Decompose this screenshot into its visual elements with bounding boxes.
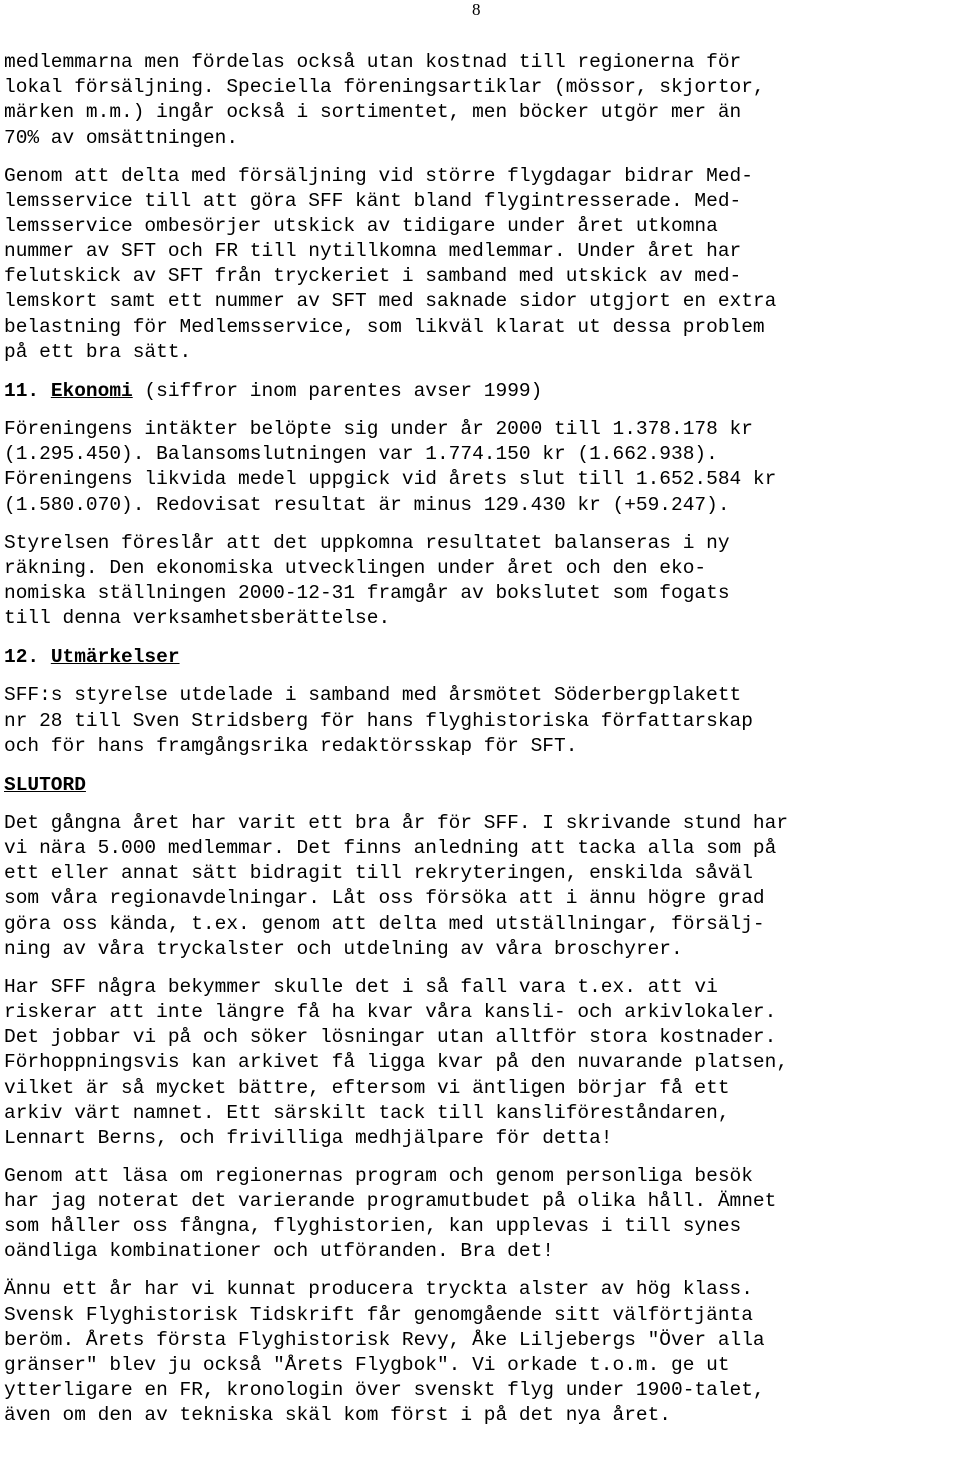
section-number: 11. (4, 380, 40, 403)
text-line: och för hans framgångsrika redaktörsskap för SFT. (4, 734, 578, 757)
text-line: även om den av tekniska skäl kom först i på det nya året. (4, 1404, 672, 1427)
text-line: vilket är så mycket bättre, eftersom vi äntligen börjar få ett (4, 1076, 730, 1099)
paragraph-service (4, 164, 960, 366)
text-line: ett eller annat sätt bidragit till rekryteringen, enskilda såväl (4, 862, 753, 885)
text-line: nomiska ställningen 2000-12-31 framgår av bokslutet som fogats (4, 581, 730, 604)
text-line: ytterligare en FR, kronologin över svenskt flyg under 1900-talet, (4, 1379, 765, 1402)
section-number: 12. (4, 646, 40, 669)
text-line: Genom att läsa om regionernas program och genom personliga besök (4, 1164, 753, 1187)
paragraph-slutord-3 (4, 1164, 960, 1265)
slutord-heading: SLUTORD (4, 773, 86, 796)
text-line: Föreningens intäkter belöpte sig under år 2000 till 1.378.178 kr (4, 418, 753, 441)
paragraph-slutord-4 (4, 1277, 960, 1428)
paragraph-slutord-1 (4, 811, 960, 962)
text-line: gränser" blev ju också "Årets Flygbok". Vi orkade t.o.m. ge ut (4, 1354, 730, 1376)
text-line: göra oss kända, t.ex. genom att delta med utställningar, försälj- (4, 912, 765, 935)
text-line: till denna verksamhetsberättelse. (4, 607, 391, 630)
text-line: som våra regionavdelningar. Låt oss försöka att i ännu högre grad (4, 887, 765, 910)
text-line: medlemmarna men fördelas också utan kostnad till regionerna för (4, 51, 742, 73)
text-line: Det jobbar vi på och söker lösningar utan alltför stora kostnader. (4, 1026, 777, 1049)
text-line: Styrelsen föreslår att det uppkomna resultatet balanseras i ny (4, 531, 730, 554)
text-line: oändliga kombinationer och utföranden. Bra det! (4, 1240, 554, 1263)
text-line: (1.580.070). Redovisat resultat är minus 129.430 kr (+59.247). (4, 493, 730, 516)
text-line: nummer av SFT och FR till nytillkomna medlemmar. Under året har (4, 240, 742, 263)
text-line: Har SFF några bekymmer skulle det i så fall vara t.ex. att vi (4, 975, 718, 998)
text-line: Det gångna året har varit ett bra år för SFF. I skrivande stund har (4, 811, 789, 834)
paragraph-economy (4, 417, 960, 518)
section-title: Ekonomi (50, 380, 133, 403)
text-line: som håller oss fångna, flyghistorien, kan upplevas i till synes (4, 1215, 742, 1238)
text-line: har jag noterat det varierande programutbudet på olika håll. Ämnet (4, 1190, 777, 1213)
paragraph-awards (4, 683, 960, 759)
text-line: nr 28 till Sven Stridsberg för hans flyghistoriska författarskap (4, 709, 753, 732)
page-number: 8 (472, 0, 481, 19)
text-line: felutskick av SFT från tryckeriet i samband med utskick av med- (4, 265, 742, 288)
text-line: Lennart Berns, och frivilliga medhjälpare för detta! (4, 1126, 613, 1149)
text-line: märken m.m.) ingår också i sortimentet, men böcker utgör mer än (4, 101, 742, 124)
section-heading-economy (4, 379, 960, 404)
text-line: lokal försäljning. Speciella föreningsartiklar (mössor, skjortor, (4, 76, 765, 99)
text-line: beröm. Årets första Flyghistorisk Revy, Åke Liljebergs "Över alla (4, 1328, 765, 1351)
text-line: Genom att delta med försäljning vid större flygdagar bidrar Med- (4, 164, 753, 187)
text-line: riskerar att inte längre få ha kvar våra kansli- och arkivlokaler. (4, 1000, 777, 1023)
text-line: SFF:s styrelse utdelade i samband med årsmötet Söderbergplakett (4, 684, 742, 707)
text-line: ning av våra tryckalster och utdelning av våra broschyrer. (4, 937, 683, 960)
text-line: Förhoppningsvis kan arkivet få ligga kvar på den nuvarande platsen, (4, 1051, 789, 1074)
text-line: lemskort samt ett nummer av SFT med saknade sidor utgjort en extra (4, 290, 777, 313)
text-line: arkiv värt namnet. Ett särskilt tack till kansliföreståndaren, (4, 1101, 730, 1124)
text-line: 70% av omsättningen. (4, 126, 239, 149)
paragraph-slutord-2 (4, 975, 960, 1151)
section-note: (siffror inom parentes avser 1999) (132, 380, 543, 403)
section-heading-awards (4, 645, 960, 670)
text-line: belastning för Medlemsservice, som likväl klarat ut dessa problem (4, 315, 765, 338)
text-line: lemsservice till att göra SFF känt bland flygintresserade. Med- (4, 189, 742, 212)
text-line: Svensk Flyghistorisk Tidskrift får genomgående sitt välförtjänta (4, 1303, 753, 1326)
document-body (4, 50, 960, 1429)
text-line: Föreningens likvida medel uppgick vid årets slut till 1.652.584 kr (4, 468, 777, 491)
paragraph-economy-2 (4, 531, 960, 632)
paragraph-intro (4, 50, 960, 151)
text-line: Ännu ett år har vi kunnat producera tryckta alster av hög klass. (4, 1278, 753, 1301)
section-title: Utmärkelser (50, 646, 180, 669)
text-line: (1.295.450). Balansomslutningen var 1.774.150 kr (1.662.938). (4, 443, 718, 466)
text-line: lemsservice ombesörjer utskick av tidigare under året utkomna (4, 214, 718, 237)
text-line: räkning. Den ekonomiska utvecklingen under året och den eko- (4, 556, 707, 579)
text-line: på ett bra sätt. (4, 340, 192, 363)
text-line: vi nära 5.000 medlemmar. Det finns anledning att tacka alla som på (4, 837, 777, 860)
